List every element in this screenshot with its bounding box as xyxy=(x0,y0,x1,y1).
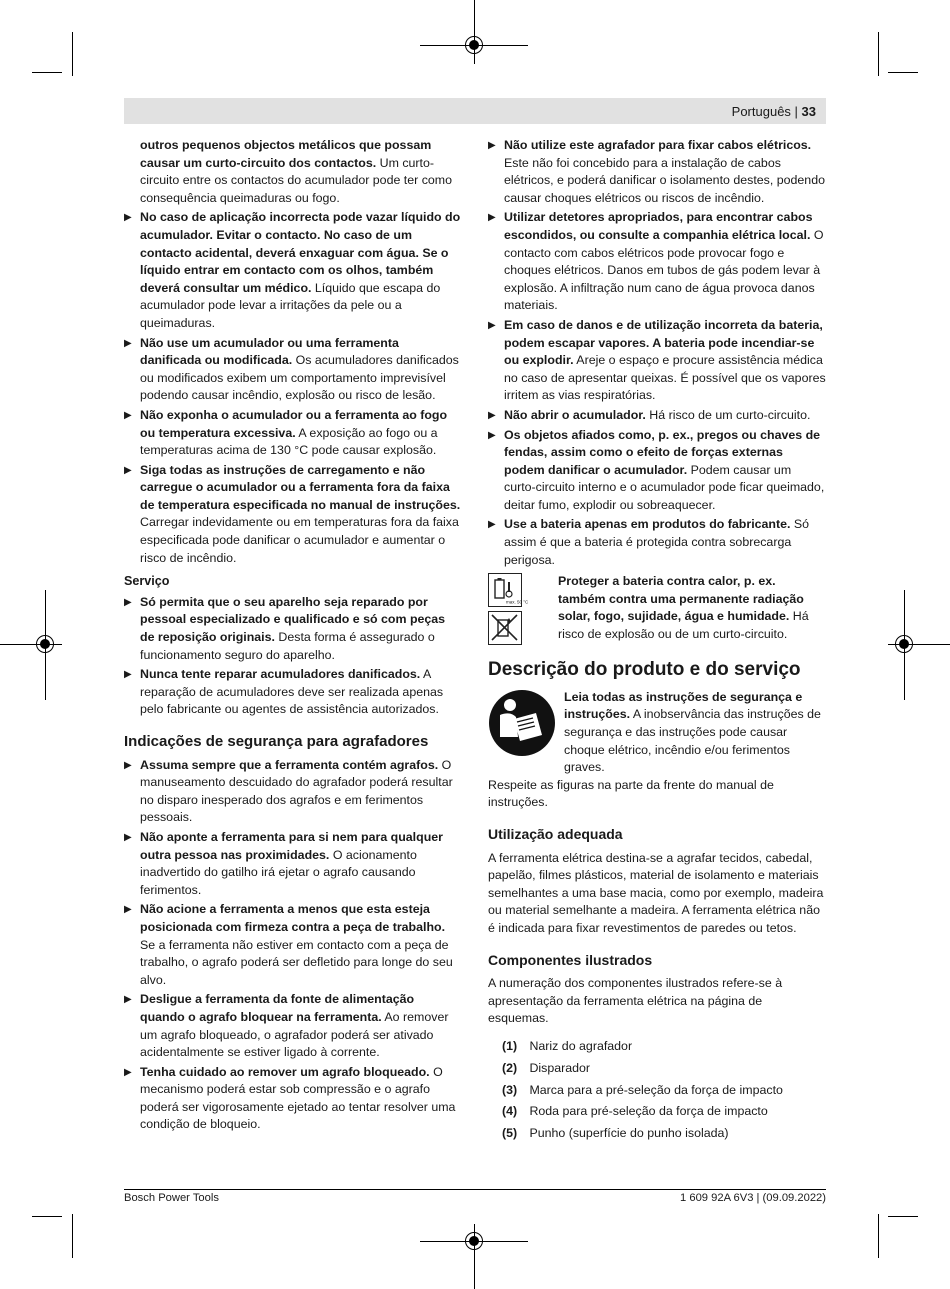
footer-rule xyxy=(124,1189,826,1190)
triangle-bullet-icon: ▶ xyxy=(488,429,496,441)
registration-line xyxy=(474,0,475,64)
battery-heat-warning-icon xyxy=(488,573,529,607)
triangle-bullet-icon: ▶ xyxy=(124,994,132,1006)
triangle-bullet-icon: ▶ xyxy=(124,464,132,476)
list-item: (1) Nariz do agrafador xyxy=(502,1038,633,1053)
read-manual-icon xyxy=(488,689,556,757)
triangle-bullet-icon: ▶ xyxy=(124,596,132,608)
registration-mark-icon xyxy=(465,1232,483,1250)
header-band xyxy=(124,98,826,124)
safety-item: ▶ Não utilize este agrafador para fixar cabos elétricos. Este não foi concebido para a instalação de cabos elétricos, e poderá danificar o isolamento destes, podendo causar choques elétricos ou riscos de incêndio. xyxy=(488,138,825,205)
left-column xyxy=(124,137,462,1136)
registration-mark-icon xyxy=(36,635,54,653)
triangle-bullet-icon: ▶ xyxy=(124,337,132,349)
intended-use-text: A ferramenta elétrica destina-se a agrafar tecidos, cabedal, papelão, filmes plásticos, material de isolamento e materiais semelhantes a uma base macia, como por exemplo, madeira ou material semelhante a madeira. A ferramenta elétrica não é indicada para fixar revestimentos de paredes ou tetos. xyxy=(488,850,824,935)
safety-item: ▶ No caso de aplicação incorrecta pode vazar líquido do acumulador. Evitar o contacto. No caso de um contacto acidental, deverá enxaguar com água. Se o líquido entrar em contacto com os olhos, também deverá consultar um médico. Líquido que escapa do acumulador pode levar a irritações da pele ou a queimaduras. xyxy=(124,210,461,330)
intended-use-heading: Utilização adequada xyxy=(488,826,623,842)
components-list xyxy=(502,1038,826,1143)
crop-mark xyxy=(32,1216,62,1217)
triangle-bullet-icon: ▶ xyxy=(124,212,132,224)
safety-item: ▶ Nunca tente reparar acumuladores danificados. A reparação de acumuladores deve ser realizada apenas pelo fabricante ou agentes de assistência autorizados. xyxy=(124,667,444,717)
components-text: A numeração dos componentes ilustrados refere-se à apresentação da ferramenta elétrica na página de esquemas. xyxy=(488,976,783,1026)
safety-item: ▶ Use a bateria apenas em produtos do fabricante. Só assim é que a bateria é protegida contra sobrecarga perigosa. xyxy=(488,517,810,567)
safety-item: ▶ Siga todas as instruções de carregamento e não carregue o acumulador ou a ferramenta fora da faixa de temperatura especificada no manual de instruções. Carregar indevidamente ou em temperaturas fora da faixa especificada pode danificar o acumulador e aumentar o risco de incêndio. xyxy=(124,462,461,565)
footer-doc-code: 1 609 92A 6V3 | (09.09.2022) xyxy=(680,1192,826,1204)
triangle-bullet-icon: ▶ xyxy=(124,759,132,771)
safety-item: ▶ Desligue a ferramenta da fonte de alimentação quando o agrafo bloquear na ferramenta. Ao remover um agrafo bloqueado, o agrafador poderá ser ativado acidentalmente se estiver ligado à corrente. xyxy=(124,992,449,1060)
figures-note: Respeite as figuras na parte da frente do manual de instruções. xyxy=(488,777,774,810)
page-number: 33 xyxy=(801,104,816,119)
safety-item: ▶ Utilizar detetores apropriados, para encontrar cabos escondidos, ou consulte a companhia elétrica local. O contacto com cabos elétricos pode provocar fogo e choques elétricos. Danos em tubos de gás podem levar à explosão. A infiltração num cano de água provoca danos materiais. xyxy=(488,210,824,313)
safety-item: ▶ Assuma sempre que a ferramenta contém agrafos. O manuseamento descuidado do agrafador poderá resultar no disparo inesperado dos agrafos e em ferimentos pessoais. xyxy=(124,757,453,825)
safety-item: ▶ Não aponte a ferramenta para si nem para qualquer outra pessoa nas proximidades. O acionamento inadvertido do gatilho irá ejetar o agrafo causando ferimentos. xyxy=(124,829,443,897)
page-header: Português | 33 xyxy=(731,104,816,119)
triangle-bullet-icon: ▶ xyxy=(124,904,132,916)
safety-item: ▶ Não exponha o acumulador ou a ferramenta ao fogo ou temperatura excessiva. A exposição ao fogo ou a temperaturas acima de 130 °C pode causar explosão. xyxy=(124,407,448,458)
footer-brand: Bosch Power Tools xyxy=(124,1192,219,1204)
product-description-heading: Descrição do produto e do serviço xyxy=(488,659,801,681)
list-item: (3) Marca para a pré-seleção da força de impacto xyxy=(502,1082,783,1097)
safety-item: ▶ Não use um acumulador ou uma ferramenta danificada ou modificada. Os acumuladores danificados ou modificados exibem um comportamento imprevisível podendo causar incêndio, explosão ou risco de lesão. xyxy=(124,335,459,403)
list-item: (2) Disparador xyxy=(502,1060,591,1075)
triangle-bullet-icon: ▶ xyxy=(488,140,496,151)
registration-mark-icon xyxy=(465,36,483,54)
crop-mark xyxy=(878,32,879,76)
read-instructions-notice: Leia todas as instruções de segurança e instruções. A inobservância das instruções de segurança e das instruções pode causar choque elétrico, incêndio e/ou ferimentos graves. xyxy=(488,689,826,777)
heat-icon-label: max. 50 °C xyxy=(506,599,529,605)
crop-mark xyxy=(878,1214,879,1258)
continued-paragraph: outros pequenos objectos metálicos que possam causar um curto-circuito dos contactos. Um curto-circuito entre os contactos do acumulador pode ter como consequência queimaduras ou fogo. xyxy=(140,138,452,205)
crop-mark xyxy=(72,1214,73,1258)
list-item: (4) Roda para pré-seleção da força de impacto xyxy=(502,1104,768,1119)
triangle-bullet-icon: ▶ xyxy=(124,669,132,681)
header-language: Português xyxy=(731,104,791,119)
stapler-safety-heading: Indicações de segurança para agrafadores xyxy=(124,733,429,750)
safety-item: ▶ Só permita que o seu aparelho seja reparado por pessoal especializado e qualificado e só com peças de reposição originais. Desta forma é assegurado o funcionamento seguro do aparelho. xyxy=(124,594,446,662)
triangle-bullet-icon: ▶ xyxy=(488,409,496,421)
list-item: (5) Punho (superfície do punho isolada) xyxy=(502,1126,729,1141)
crop-mark xyxy=(32,72,62,73)
no-water-icon xyxy=(488,611,522,645)
battery-heat-warning: max. 50 °C Proteger a bateria contra calor, p. ex. também contra uma permanente radiação solar, fogo, sujidade, água e humidade. Há risco de explosão ou de um curto-circuito. xyxy=(488,573,826,645)
crop-mark xyxy=(888,72,918,73)
safety-item: ▶ Os objetos afiados como, p. ex., pregos ou chaves de fendas, assim como o efeito de forças externas podem danificar o acumulador. Podem causar um curto-circuito interno e o acumulador pode ficar queimado, deitar fumo, explodir ou sobreaquecer. xyxy=(488,427,825,512)
safety-item: ▶ Em caso de danos e de utilização incorreta da bateria, podem escapar vapores. A bateria pode incendiar-se ou explodir. Areje o espaço e procure assistência médica no caso de apresentar queixas. É possível que os vapores irritem as vias respiratórias. xyxy=(488,317,826,403)
safety-item: ▶ Não acione a ferramenta a menos que esta esteja posicionada com firmeza contra a peça de trabalho. Se a ferramenta não estiver em contacto com a peça de trabalho, o agrafo poderá ser defletido para longe do seu alvo. xyxy=(124,902,453,987)
safety-item: ▶ Não abrir o acumulador. Há risco de um curto-circuito. xyxy=(488,407,826,425)
triangle-bullet-icon: ▶ xyxy=(124,1066,132,1078)
triangle-bullet-icon: ▶ xyxy=(488,519,496,531)
safety-item: ▶ Tenha cuidado ao remover um agrafo bloqueado. O mecanismo poderá estar sob compressão e o agrafo poderá ser vigorosamente ejetado ao tentar resolver uma condição de bloqueio. xyxy=(124,1064,456,1132)
triangle-bullet-icon: ▶ xyxy=(124,831,132,843)
crop-mark xyxy=(72,32,73,76)
service-heading: Serviço xyxy=(124,574,170,589)
triangle-bullet-icon: ▶ xyxy=(488,319,496,331)
triangle-bullet-icon: ▶ xyxy=(488,212,496,224)
crop-mark xyxy=(888,1216,918,1217)
registration-mark-icon xyxy=(895,635,913,653)
components-heading: Componentes ilustrados xyxy=(488,951,653,968)
right-column xyxy=(488,137,826,1147)
triangle-bullet-icon: ▶ xyxy=(124,409,132,421)
